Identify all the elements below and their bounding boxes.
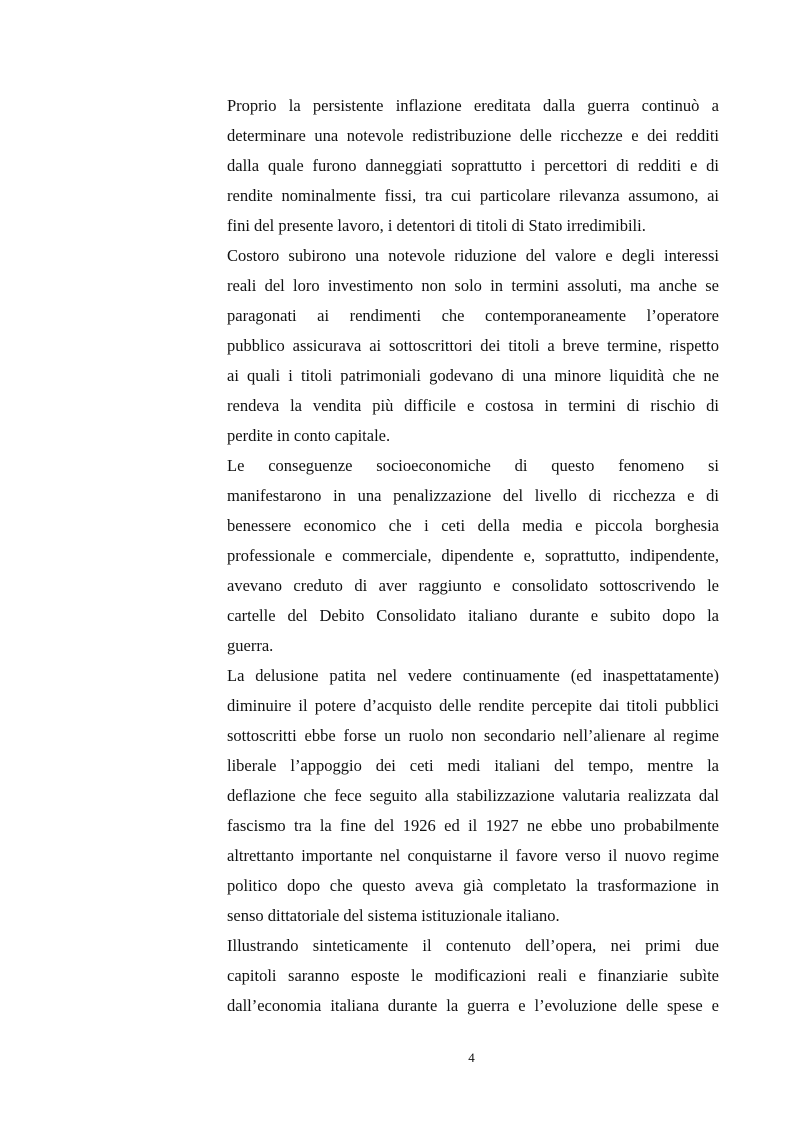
text-line: Proprio la persistente inflazione ereditata dalla guerra continuò a [227, 96, 719, 115]
text-line: dalla quale furono danneggiati soprattutto i percettori di redditi e di [227, 156, 719, 175]
paragraph-4 [227, 661, 719, 931]
text-line: paragonati ai rendimenti che contemporaneamente l’operatore [227, 306, 719, 325]
text-line: avevano creduto di aver raggiunto e consolidato sottoscrivendo le [227, 576, 719, 595]
text-line: perdite in conto capitale. [227, 426, 391, 445]
text-line: Le conseguenze socioeconomiche di questo fenomeno si [227, 456, 719, 475]
text-line: dall’economia italiana durante la guerra e l’evoluzione delle spese e [227, 996, 719, 1015]
text-line: liberale l’appoggio dei ceti medi italiani del tempo, mentre la [227, 756, 719, 775]
text-line: rendeva la vendita più difficile e costosa in termini di rischio di [227, 396, 719, 415]
text-line: manifestarono in una penalizzazione del livello di ricchezza e di [227, 486, 719, 505]
text-line: guerra. [227, 636, 274, 655]
paragraph-2 [227, 241, 719, 451]
text-line: deflazione che fece seguito alla stabilizzazione valutaria realizzata dal [227, 786, 719, 805]
text-line: rendite nominalmente fissi, tra cui particolare rilevanza assumono, ai [227, 186, 719, 205]
paragraph-5 [227, 931, 719, 1021]
text-line: diminuire il potere d’acquisto delle rendite percepite dai titoli pubblici [227, 696, 719, 715]
page-number: 4 [468, 1050, 475, 1065]
text-line: altrettanto importante nel conquistarne il favore verso il nuovo regime [227, 846, 719, 865]
text-line: fini del presente lavoro, i detentori di titoli di Stato irredimibili. [227, 216, 646, 235]
text-line: capitoli saranno esposte le modificazioni reali e finanziarie subìte [227, 966, 719, 985]
body-text [227, 91, 719, 1021]
text-line: Costoro subirono una notevole riduzione del valore e degli interessi [227, 246, 719, 265]
paragraph-1 [227, 91, 719, 241]
text-line: senso dittatoriale del sistema istituzionale italiano. [227, 906, 560, 925]
text-line: cartelle del Debito Consolidato italiano durante e subito dopo la [227, 606, 719, 625]
text-line: professionale e commerciale, dipendente e, soprattutto, indipendente, [227, 546, 719, 565]
text-line: sottoscritti ebbe forse un ruolo non secondario nell’alienare al regime [227, 726, 719, 745]
text-line: La delusione patita nel vedere continuamente (ed inaspettatamente) [227, 666, 719, 685]
text-line: ai quali i titoli patrimoniali godevano di una minore liquidità che ne [227, 366, 719, 385]
text-line: reali del loro investimento non solo in termini assoluti, ma anche se [227, 276, 719, 295]
text-line: Illustrando sinteticamente il contenuto dell’opera, nei primi due [227, 936, 719, 955]
text-line: pubblico assicurava ai sottoscrittori dei titoli a breve termine, rispetto [227, 336, 719, 355]
text-line: politico dopo che questo aveva già completato la trasformazione in [227, 876, 719, 895]
text-line: benessere economico che i ceti della media e piccola borghesia [227, 516, 719, 535]
text-line: fascismo tra la fine del 1926 ed il 1927 ne ebbe uno probabilmente [227, 816, 719, 835]
paragraph-3 [227, 451, 719, 661]
text-line: determinare una notevole redistribuzione delle ricchezze e dei redditi [227, 126, 719, 145]
